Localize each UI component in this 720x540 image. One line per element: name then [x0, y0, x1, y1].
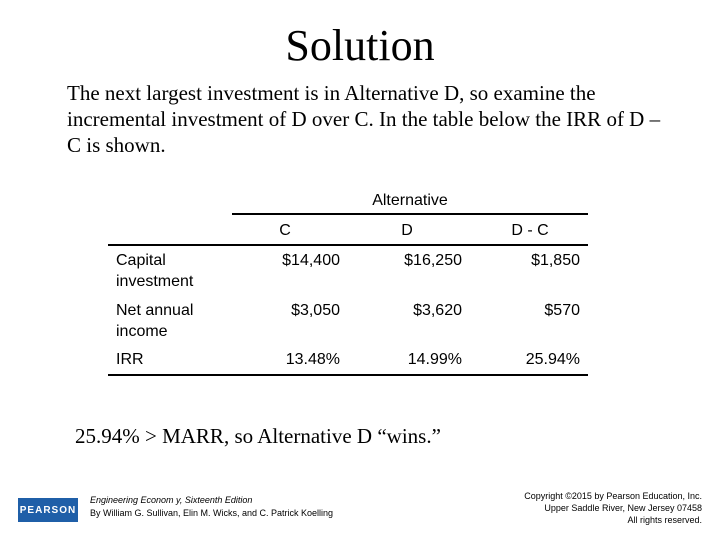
header-rule	[232, 213, 588, 215]
column-header-d: D	[401, 222, 413, 239]
table-cell: 13.48%	[285, 351, 340, 368]
column-header-c: C	[279, 222, 291, 239]
book-authors: By William G. Sullivan, Elin M. Wicks, and C. Patrick Koelling	[90, 508, 334, 518]
copyright-rights: All rights reserved.	[627, 515, 702, 525]
table-bottom-rule	[108, 374, 588, 376]
intro-paragraph: The next largest investment is in Alternative D, so examine the incremental investment of D over C. In the table below the IRR of D – C is shown.	[67, 81, 661, 157]
table-cell: 14.99%	[407, 351, 462, 368]
table-cell: $3,620	[413, 302, 462, 319]
book-title: Engineering Econom y, Sixteenth Edition	[90, 495, 253, 505]
copyright-notice	[442, 490, 702, 526]
table-cell: $3,050	[291, 302, 340, 319]
table-cell: $16,250	[404, 252, 462, 269]
column-header-rule	[108, 244, 588, 246]
row-label-capital-investment: Capital investment	[116, 252, 194, 290]
table-cell: 25.94%	[525, 351, 580, 368]
table-cell: $570	[544, 302, 580, 319]
table-group-header: Alternative	[372, 192, 448, 209]
pearson-logo: PEARSON	[18, 498, 78, 522]
copyright-address: Upper Saddle River, New Jersey 07458	[544, 503, 702, 513]
slide-title: Solution	[285, 21, 435, 70]
copyright-line: Copyright ©2015 by Pearson Education, Inc.	[524, 491, 702, 501]
row-label-irr: IRR	[116, 351, 144, 368]
book-citation	[90, 494, 410, 520]
table-cell: $1,850	[531, 252, 580, 269]
row-label-net-annual-income: Net annual income	[116, 302, 194, 340]
conclusion-text: 25.94% > MARR, so Alternative D “wins.”	[75, 424, 441, 448]
table-cell: $14,400	[282, 252, 340, 269]
column-header-d-minus-c: D - C	[511, 222, 549, 239]
